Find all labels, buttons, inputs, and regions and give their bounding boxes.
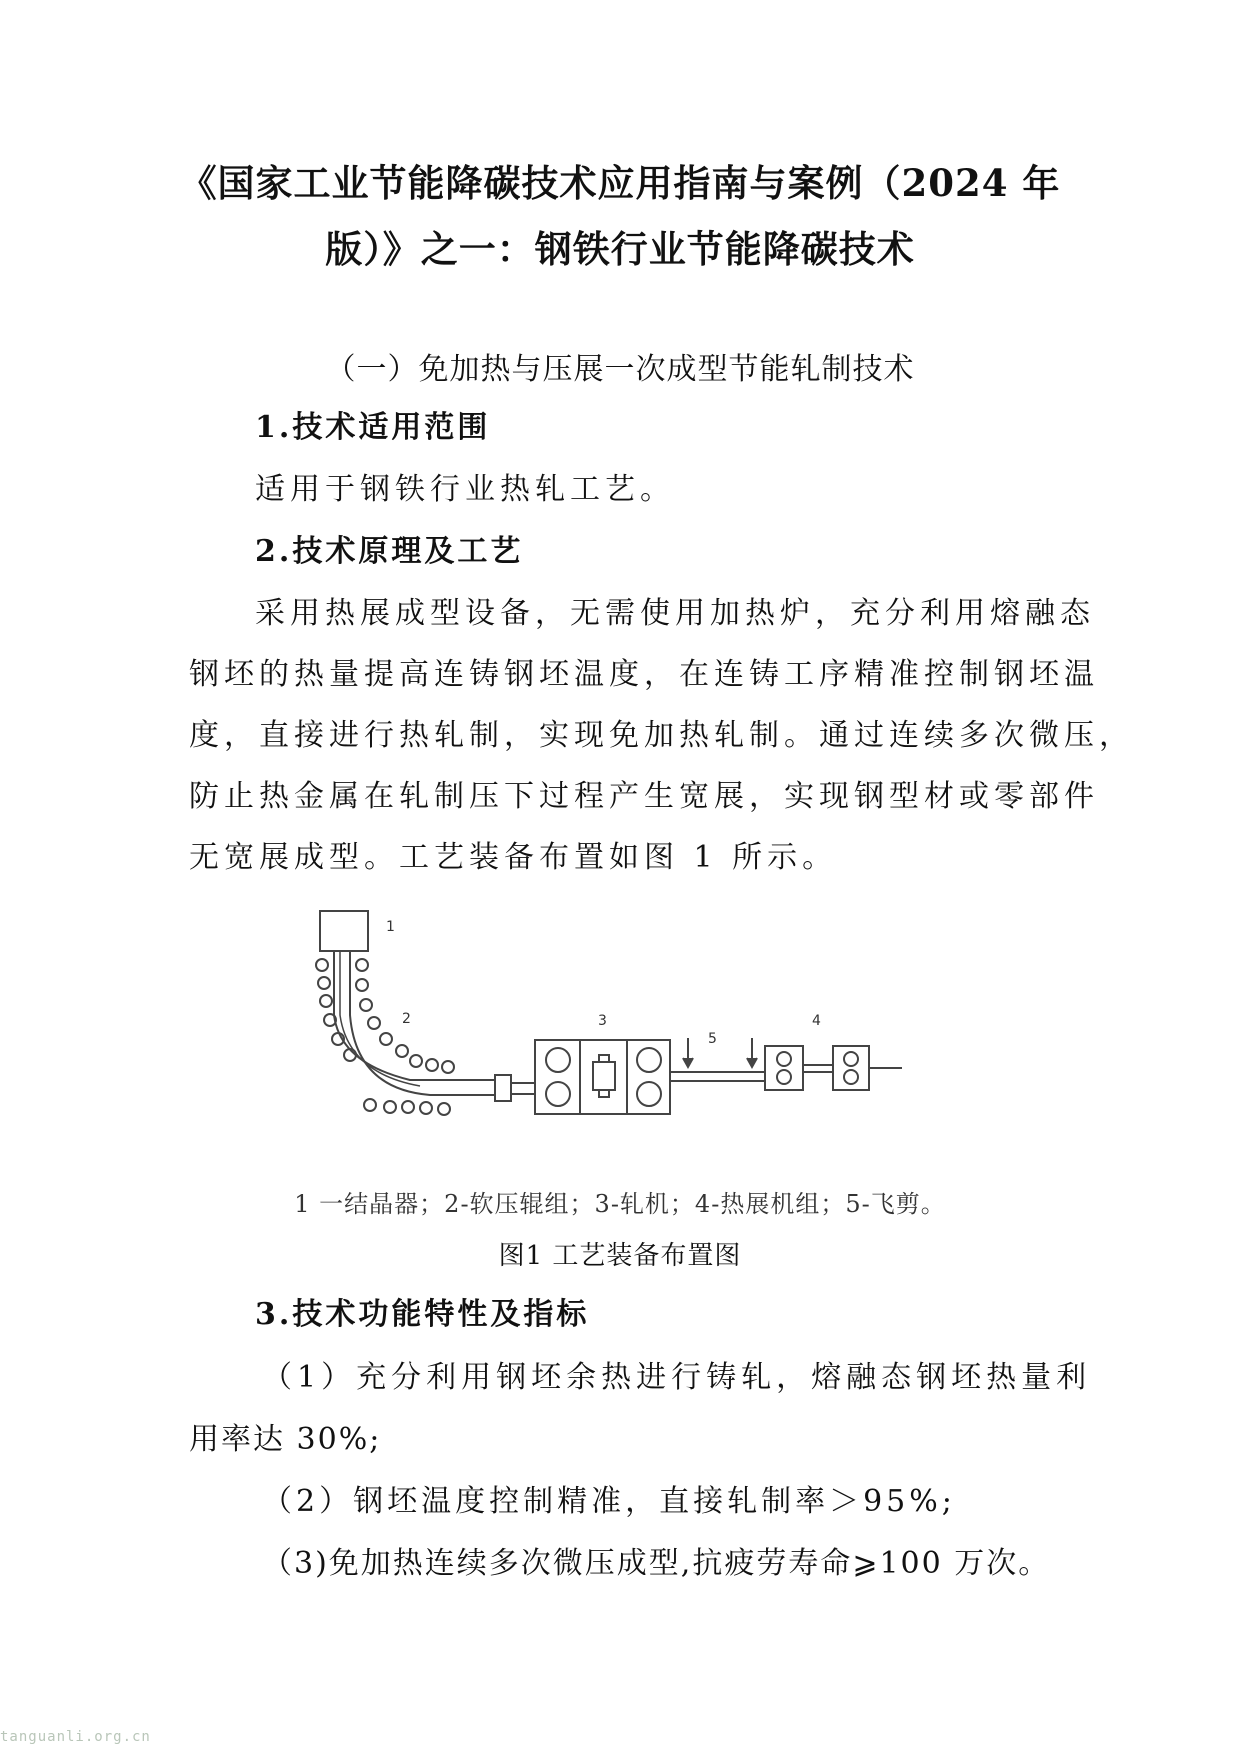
figure-caption: 图1 工艺装备布置图: [498, 1241, 742, 1271]
process-equipment-diagram: [290, 905, 970, 1175]
diagram-svg: [290, 905, 970, 1175]
section-2-line-4: 防止热金属在轧制压下过程产生宽展，实现钢型材或零部件: [189, 779, 1099, 814]
section-1-text: 适用于钢铁行业热轧工艺。: [255, 472, 675, 507]
section-2-line-5: 无宽展成型。工艺装备布置如图 1 所示。: [189, 840, 838, 875]
section-2-line-3: 度，直接进行热轧制，实现免加热轧制。通过连续多次微压，: [189, 718, 1134, 753]
crystallizer: [320, 911, 368, 951]
section-3-line-4: （3)免加热连续多次微压成型,抗疲劳寿命⩾100 万次。: [262, 1546, 1051, 1581]
label-3: 3: [598, 1013, 607, 1029]
document-title: [170, 150, 1070, 282]
rolling-mill: [535, 1040, 670, 1114]
section-2-line-2: 钢坯的热量提高连铸钢坯温度，在连铸工序精准控制钢坯温: [189, 657, 1099, 692]
figure-legend: 1 一结晶器；2-软压辊组；3-轧机；4-热展机组；5-飞剪。: [294, 1190, 946, 1218]
label-4: 4: [812, 1013, 821, 1029]
title-line-1: 《国家工业节能降碳技术应用指南与案例（2024 年: [179, 161, 1061, 205]
label-5: 5: [708, 1031, 717, 1047]
label-2: 2: [402, 1011, 411, 1027]
section-2-line-1: 采用热展成型设备，无需使用加热炉，充分利用熔融态: [255, 596, 1095, 631]
title-line-2: 版）》之一：钢铁行业节能降碳技术: [325, 227, 915, 271]
section-2-heading: 2.技术原理及工艺: [255, 534, 524, 569]
strand-bottom: [350, 951, 495, 1095]
subsection-heading: （一）免加热与压展一次成型节能轧制技术: [325, 352, 915, 387]
section-3-line-3: （2）钢坯温度控制精准，直接轧制率＞95%;: [262, 1484, 956, 1519]
site-watermark: tanguanli.org.cn: [0, 1729, 151, 1745]
section-3-line-1: （1）充分利用钢坯余热进行铸轧，熔融态钢坯热量利: [262, 1360, 1092, 1395]
section-3-line-2: 用率达 30%;: [189, 1422, 382, 1457]
section-1-heading: 1.技术适用范围: [255, 410, 491, 445]
label-1: 1: [386, 919, 395, 935]
entry-box: [495, 1075, 511, 1101]
section-3-heading: 3.技术功能特性及指标: [255, 1297, 590, 1332]
